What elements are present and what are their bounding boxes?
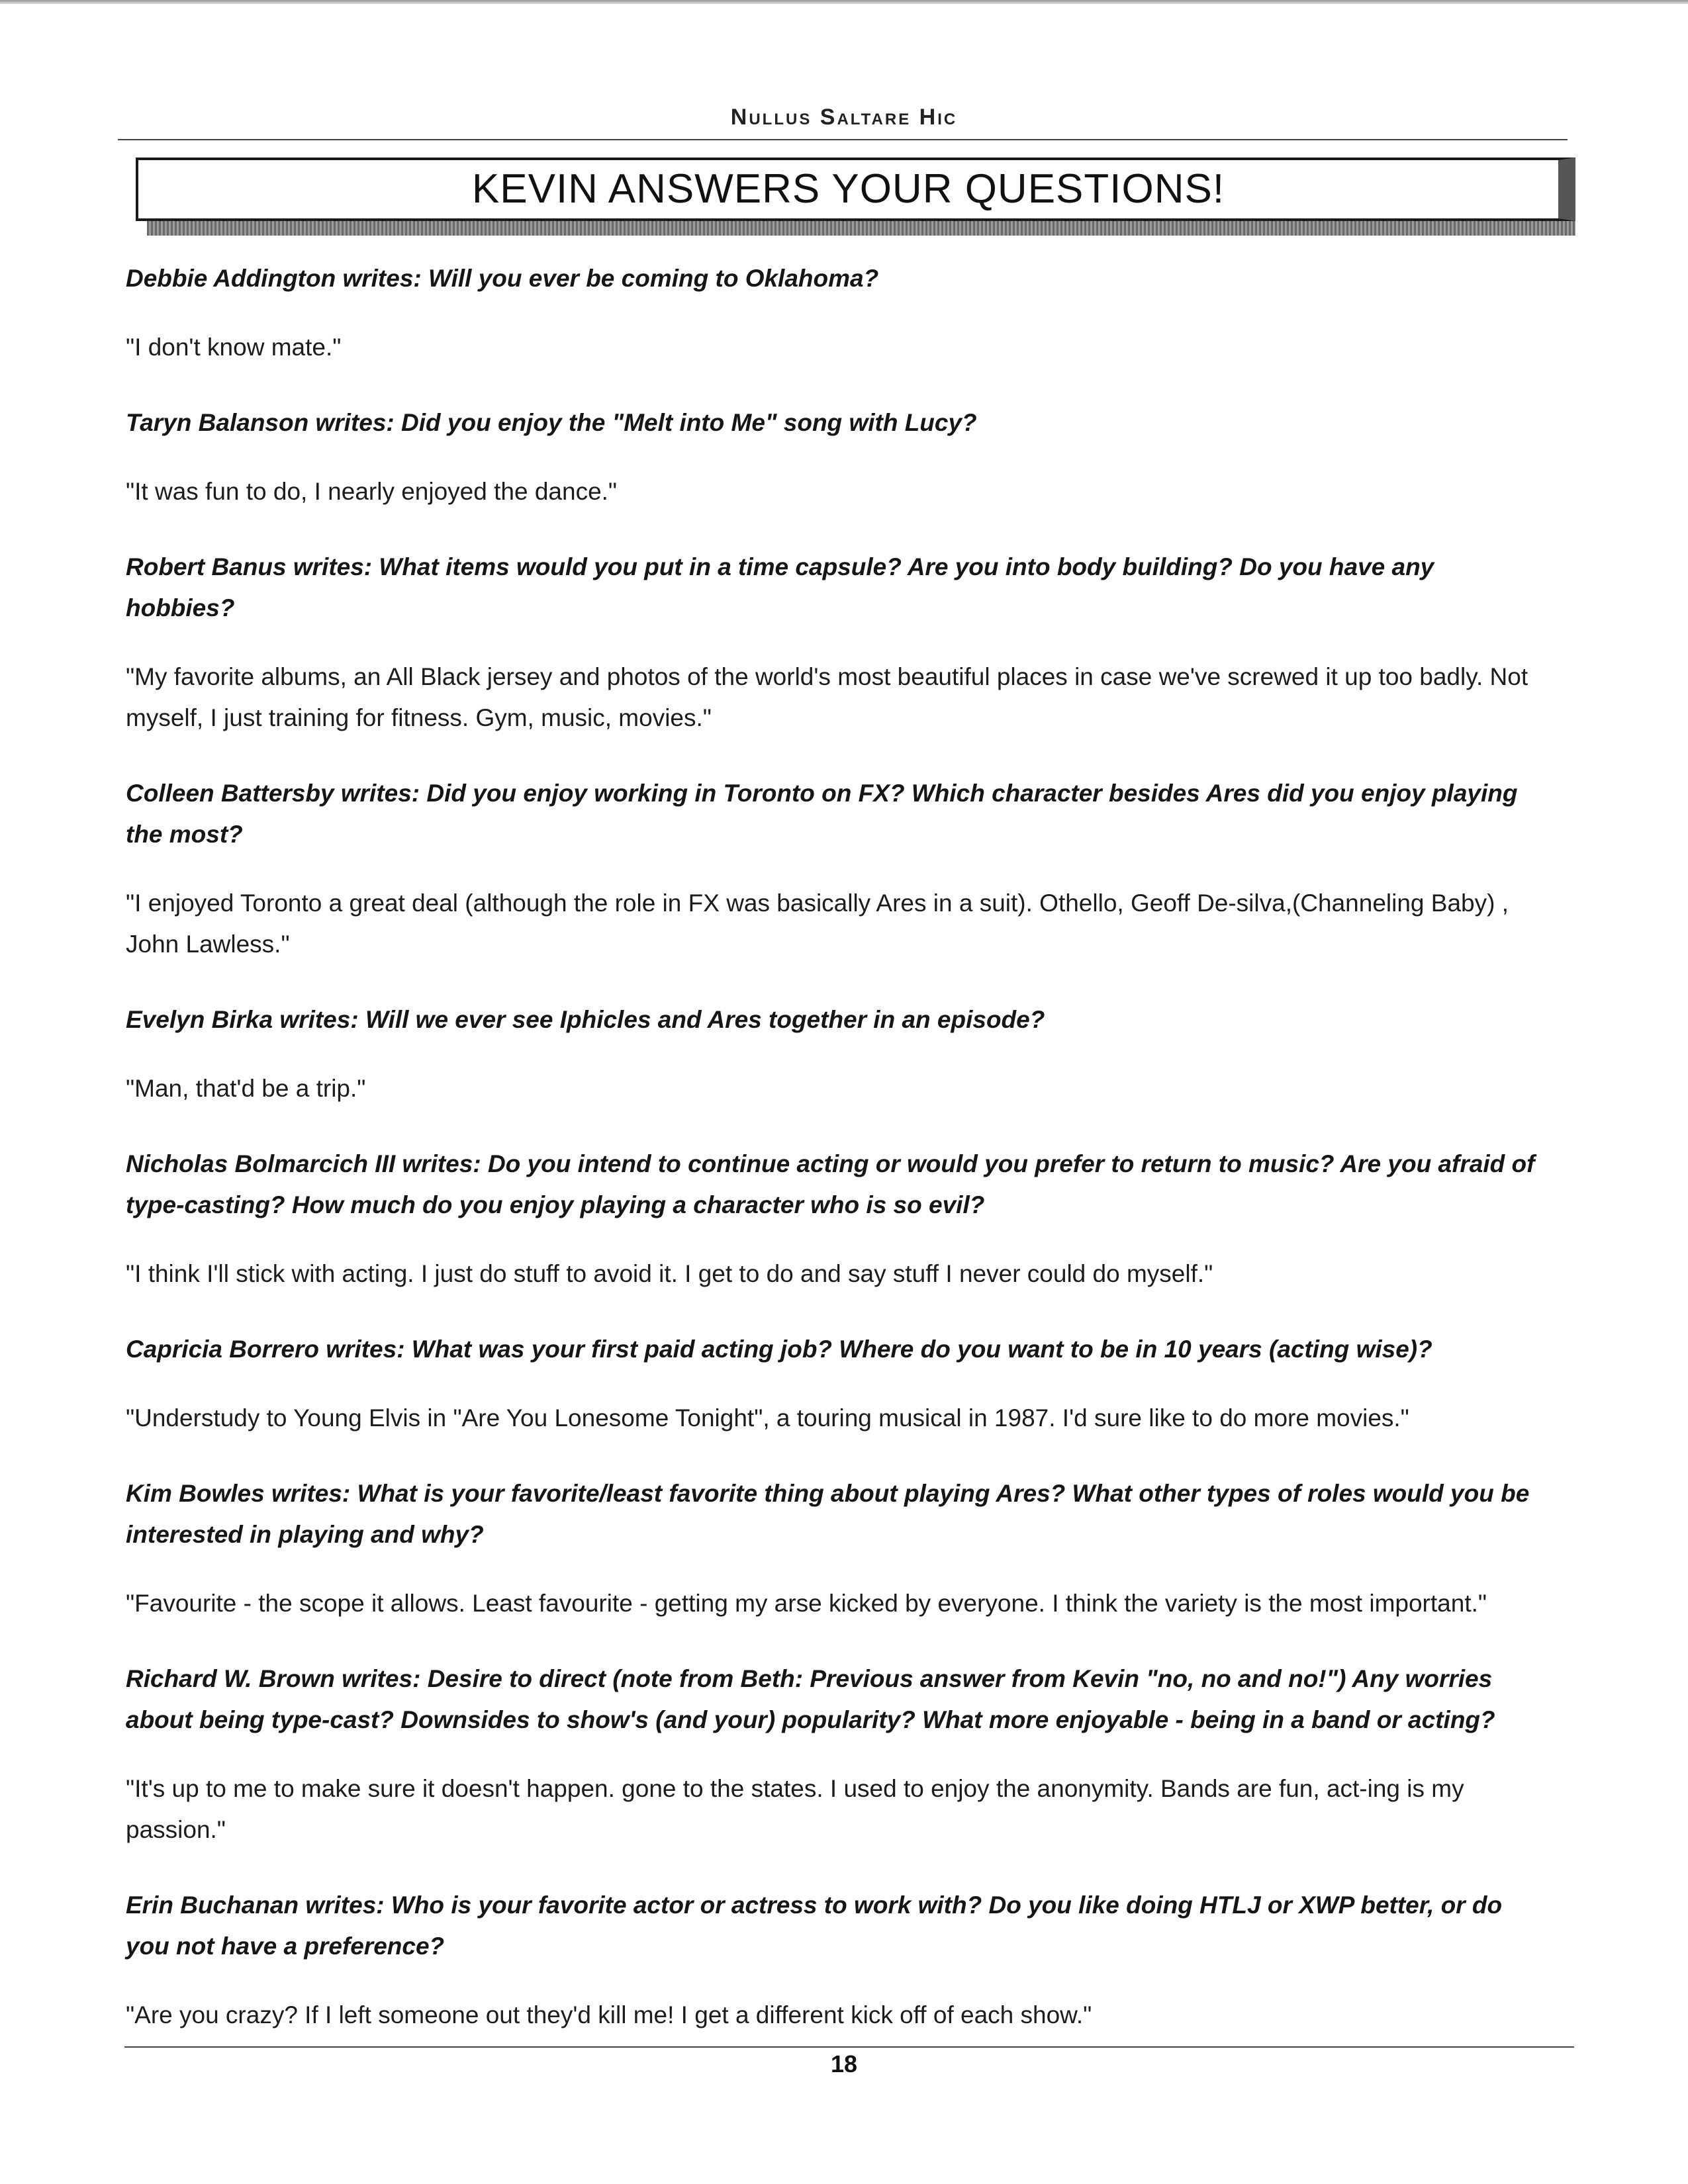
title-shadow-bar: [147, 221, 1575, 236]
footer-rule: [124, 2046, 1574, 2048]
header-rule: [118, 139, 1568, 140]
qa-item: [126, 547, 1549, 739]
answer: "It's up to me to make sure it doesn't happen. gone to the states. I used to enjoy the anonymity. Bands are fun, act-ing is my passion.": [126, 1775, 1464, 1843]
qa-item: [126, 1329, 1549, 1439]
qa-item: [126, 258, 1549, 368]
page-title: KEVIN ANSWERS YOUR QUESTIONS!: [471, 166, 1225, 212]
question: Kim Bowles writes: What is your favorite/least favorite thing about playing Ares? What other types of roles would you be interested in playing and why?: [126, 1480, 1530, 1548]
answer: "I think I'll stick with acting. I just do stuff to avoid it. I get to do and say stuff I never could do myself.": [126, 1260, 1213, 1287]
question: Robert Banus writes: What items would you put in a time capsule? Are you into body building? Do you have any hobbies?: [126, 553, 1434, 621]
qa-item: [126, 1659, 1549, 1850]
answer: "Understudy to Young Elvis in "Are You Lonesome Tonight", a touring musical in 1987. I'd sure like to do more movies.": [126, 1404, 1409, 1432]
question: Colleen Battersby writes: Did you enjoy working in Toronto on FX? Which character besides Ares did you enjoy playing the most?: [126, 780, 1518, 848]
qa-item: [126, 999, 1549, 1109]
question: Capricia Borrero writes: What was your first paid acting job? Where do you want to be in 10 years (acting wise)?: [126, 1336, 1432, 1363]
answer: "It was fun to do, I nearly enjoyed the dance.": [126, 478, 618, 505]
qa-item: [126, 1144, 1549, 1295]
qa-item: [126, 773, 1549, 965]
question: Erin Buchanan writes: Who is your favorite actor or actress to work with? Do you like doing HTLJ or XWP better, or do you not have a preference?: [126, 1891, 1503, 1960]
page-number: 18: [830, 2050, 858, 2077]
answer: "My favorite albums, an All Black jersey and photos of the world's most beautiful places in case we've screwed it up too badly. Not myself, I just training for fitness. Gym, music, movies.": [126, 663, 1528, 731]
answer: "Favourite - the scope it allows. Least favourite - getting my arse kicked by everyone. I think the variety is the most important.": [126, 1590, 1487, 1617]
question: Taryn Balanson writes: Did you enjoy the "Melt into Me" song with Lucy?: [126, 409, 977, 436]
title-box: [136, 158, 1575, 221]
scan-top-edge: [0, 0, 1688, 4]
qa-list: [126, 258, 1549, 2070]
question: Nicholas Bolmarcich III writes: Do you intend to continue acting or would you prefer to return to music? Are you afraid of type-casting? How much do you enjoy playing a character who is so evil?: [126, 1150, 1535, 1218]
running-header: Nullus Saltare Hic: [730, 105, 958, 130]
qa-item: [126, 1885, 1549, 2036]
question: Richard W. Brown writes: Desire to direct (note from Beth: Previous answer from Kevin "no, no and no!") Any worries about being type-cast? Downsides to show's (and your) popularity? What more enjoyable - being in a band or acting?: [126, 1665, 1495, 1733]
question: Evelyn Birka writes: Will we ever see Iphicles and Ares together in an episode?: [126, 1006, 1045, 1033]
answer: "I don't know mate.": [126, 334, 342, 361]
qa-item: [126, 402, 1549, 512]
qa-item: [126, 1473, 1549, 1624]
answer: "I enjoyed Toronto a great deal (although the role in FX was basically Ares in a suit). Othello, Geoff De-silva,(Channeling Baby) , John Lawless.": [126, 889, 1509, 958]
answer: "Man, that'd be a trip.": [126, 1075, 366, 1102]
answer: "Are you crazy? If I left someone out they'd kill me! I get a different kick off of each show.": [126, 2001, 1092, 2028]
question: Debbie Addington writes: Will you ever be coming to Oklahoma?: [126, 265, 879, 292]
